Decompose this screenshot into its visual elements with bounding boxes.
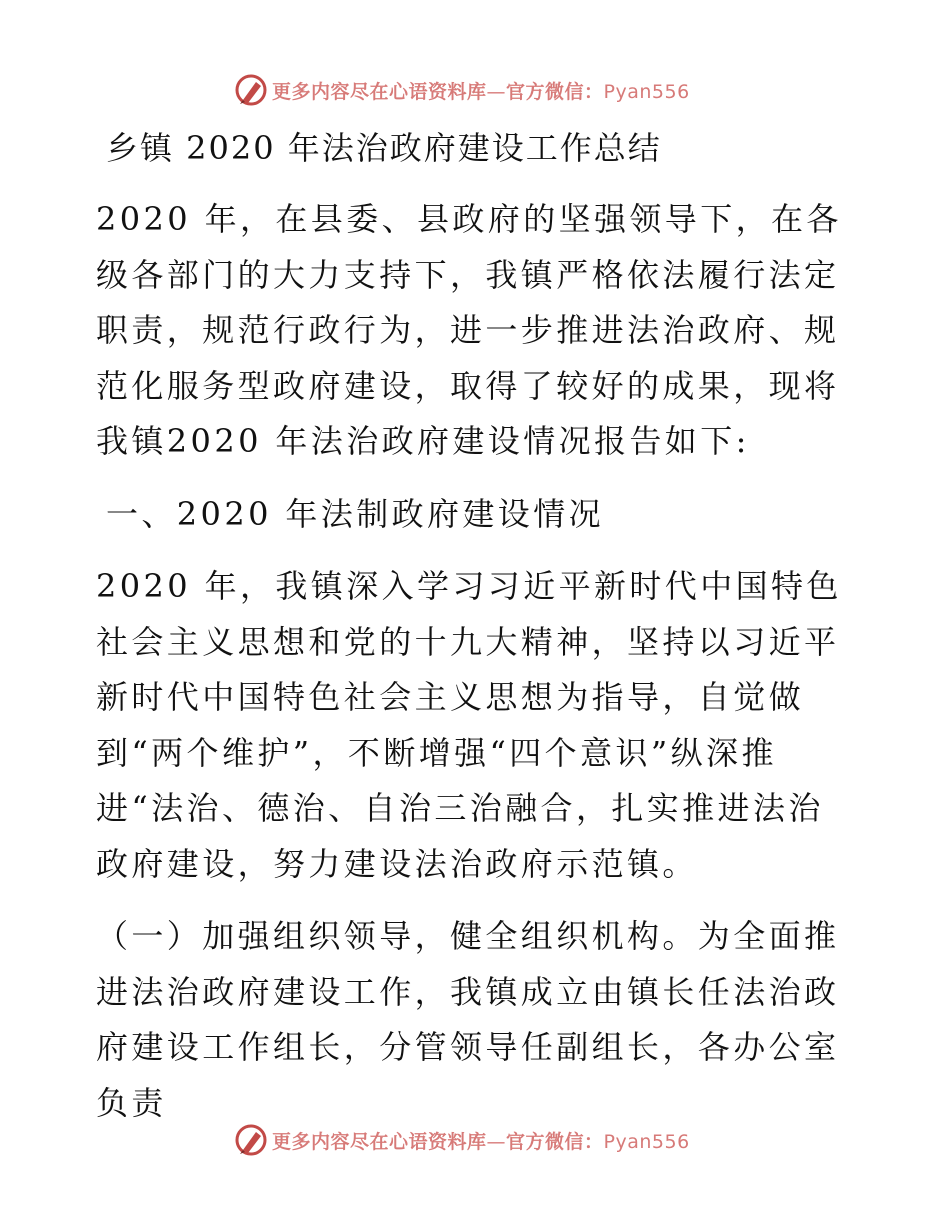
watermark-footer — [0, 1120, 950, 1160]
watermark-header — [0, 70, 950, 110]
pen-logo-icon — [234, 73, 268, 107]
section-paragraph: 2020 年，我镇深入学习习近平新时代中国特色社会主义思想和党的十九大精神，坚持以习近平新时代中国特色社会主义思想为指导，自觉做到“两个维护”，不断增强“四个意识”纵深推进“法治、德治、自治三治融合，扎实推进法治政府建设，努力建设法治政府示范镇。 — [96, 567, 842, 883]
pen-logo-icon — [234, 1123, 268, 1157]
section-heading: 一、2020 年法制政府建设情况 — [106, 494, 605, 533]
watermark-text: 更多内容尽在心语资料库—官方微信：Pyan556 — [272, 1130, 690, 1153]
subsection-paragraph: （一）加强组织领导，健全组织机构。为全面推进法治政府建设工作，我镇成立由镇长任法治政府建设工作组长，分管领导任副组长，各办公室负责 — [96, 917, 840, 1122]
document-title: 乡镇 2020 年法治政府建设工作总结 — [106, 129, 662, 167]
watermark-text: 更多内容尽在心语资料库—官方微信：Pyan556 — [272, 80, 690, 103]
intro-paragraph: 2020 年，在县委、县政府的坚强领导下，在各级各部门的大力支持下，我镇严格依法履行法定职责，规范行政行为，进一步推进法治政府、规范化服务型政府建设，取得了较好的成果，现将我镇2020 年法治政府建设情况报告如下: — [96, 200, 842, 460]
document-body — [96, 124, 856, 1148]
